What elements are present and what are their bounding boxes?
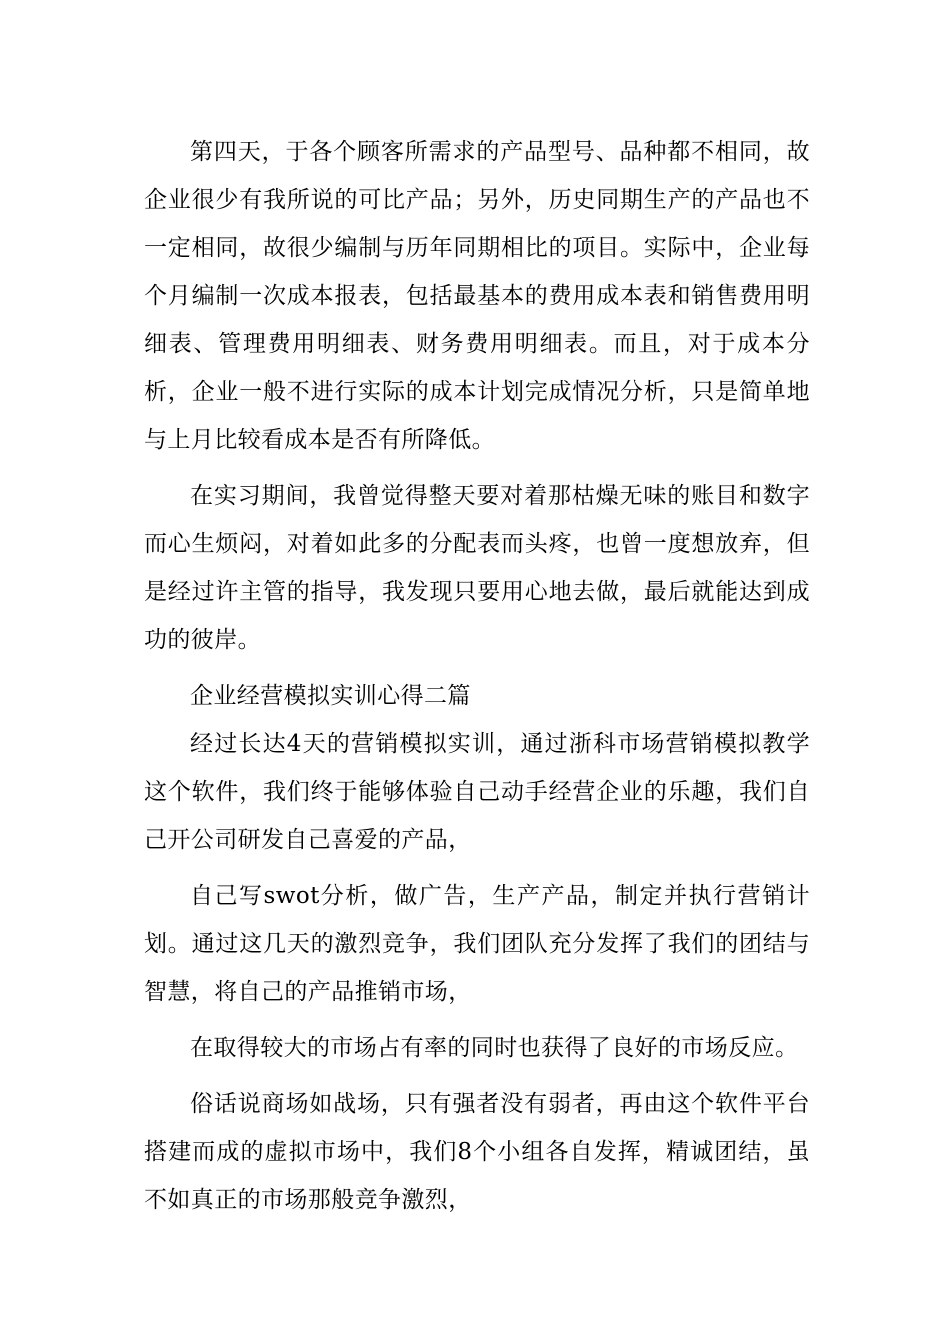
section-title: 企业经营模拟实训心得二篇 (190, 683, 471, 709)
paragraph-swot-marketing: 自己写swot分析，做广告，生产产品，制定并执行营销计划。通过这几天的激烈竞争，我们团队充分发挥了我们的团结与智慧，将自己的产品推销市场， (144, 883, 810, 1005)
paragraph-simulation-intro: 经过长达4天的营销模拟实训，通过浙科市场营销模拟教学这个软件，我们终于能够体验自己动手经营企业的乐趣，我们自己开公司研发自己喜爱的产品， (144, 731, 810, 853)
document-body (144, 128, 810, 1224)
paragraph-cost-reporting: 第四天，于各个顾客所需求的产品型号、品种都不相同，故企业很少有我所说的可比产品；另外，历史同期生产的产品也不一定相同，故很少编制与历年同期相比的项目。实际中，企业每个月编制一次成本报表，包括最基本的费用成本表和销售费用明细表、管理费用明细表、财务费用明细表。而且，对于成本分析，企业一般不进行实际的成本计划完成情况分析，只是简单地与上月比较看成本是否有所降低。 (144, 139, 810, 453)
paragraph-market-share: 在取得较大的市场占有率的同时也获得了良好的市场反应。 (190, 1035, 799, 1061)
paragraph-internship-reflection: 在实习期间，我曾觉得整天要对着那枯燥无味的账目和数字而心生烦闷，对着如此多的分配表而头疼，也曾一度想放弃，但是经过许主管的指导，我发现只要用心地去做，最后就能达到成功的彼岸。 (144, 483, 810, 653)
paragraph-market-competition: 俗话说商场如战场，只有强者没有弱者，再由这个软件平台搭建而成的虚拟市场中，我们8个小组各自发挥，精诚团结，虽不如真正的市场那般竞争激烈， (144, 1091, 810, 1213)
